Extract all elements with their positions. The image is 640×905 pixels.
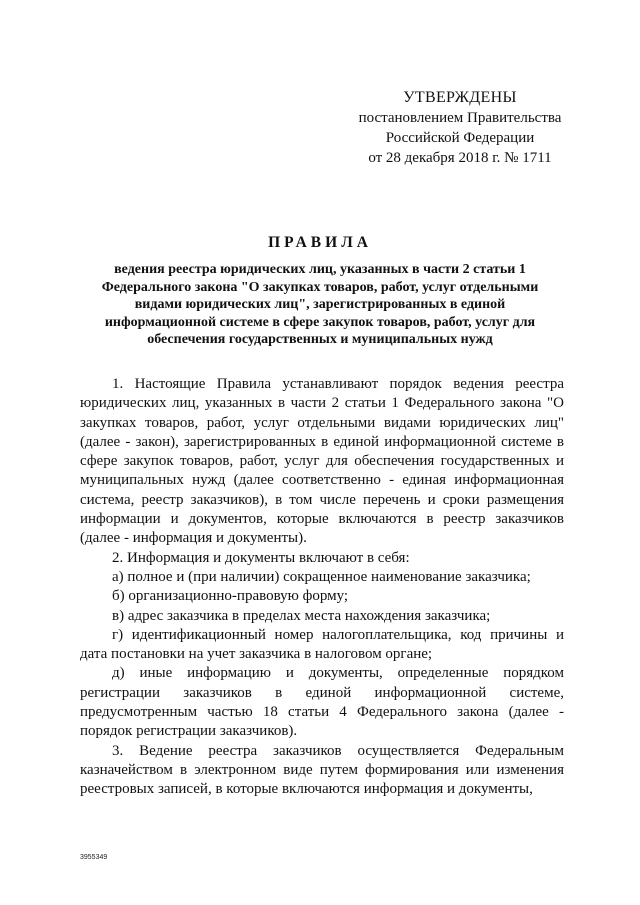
document-subtitle	[80, 261, 560, 349]
approval-line-decree: постановлением Правительства	[358, 110, 562, 126]
paragraph-2d: г) идентификационный номер налогоплательщика, код причины и дата постановки на учет заказчика в налоговом органе;	[80, 626, 564, 663]
approval-line-country: Российской Федерации	[385, 130, 535, 146]
paragraph-1: 1. Настоящие Правила устанавливают порядок ведения реестра юридических лиц, указанных в части 2 статьи 1 Федерального закона "О закупках товаров, работ, услуг отдельными видами юридических лиц" (далее - закон), зарегистрированных в единой информационной системе в сфере закупок товаров, работ, услуг для обеспечения государственных и муниципальных нужд (далее соответственно - единая информационная система, реестр заказчиков), в том числе перечень и сроки размещения информации и документов, которые включаются в реестр заказчиков (далее - информация и документы).	[80, 376, 564, 547]
subtitle-line: Федерального закона "О закупках товаров, работ, услуг отдельными	[101, 279, 539, 295]
approval-heading: УТВЕРЖДЕНЫ	[403, 89, 517, 106]
paragraph-3: 3. Ведение реестра заказчиков осуществляется Федеральным казначейством в электронном виде путем формирования или изменения реестровых записей, в которые включаются информация и документы,	[80, 742, 564, 798]
paragraph-2: 2. Информация и документы включают в себя:	[112, 549, 410, 566]
subtitle-line: ведения реестра юридических лиц, указанных в части 2 статьи 1	[114, 262, 526, 277]
subtitle-line: информационной системе в сфере закупок товаров, работ, услуг для	[104, 314, 536, 330]
paragraph-2e: д) иные информацию и документы, определенные порядком регистрации заказчиков в единой информационной системе, предусмотренным частью 18 статьи 4 Федерального закона (далее - порядок регистрации заказчиков).	[80, 665, 564, 740]
document-title: ПРАВИЛА	[268, 234, 372, 251]
document-body	[80, 375, 564, 800]
subtitle-line: обеспечения государственных и муниципальных нужд	[147, 332, 493, 348]
paragraph-2b: б) организационно-правовую форму;	[112, 588, 349, 605]
approval-stamp	[330, 88, 590, 168]
document-number: 3955349	[80, 854, 108, 861]
subtitle-line: видами юридических лиц", зарегистрированных в единой	[134, 297, 506, 313]
approval-line-date: от 28 декабря 2018 г. № 1711	[368, 150, 552, 166]
paragraph-2a: а) полное и (при наличии) сокращенное наименование заказчика;	[112, 568, 531, 585]
paragraph-2c: в) адрес заказчика в пределах места нахождения заказчика;	[112, 607, 491, 624]
